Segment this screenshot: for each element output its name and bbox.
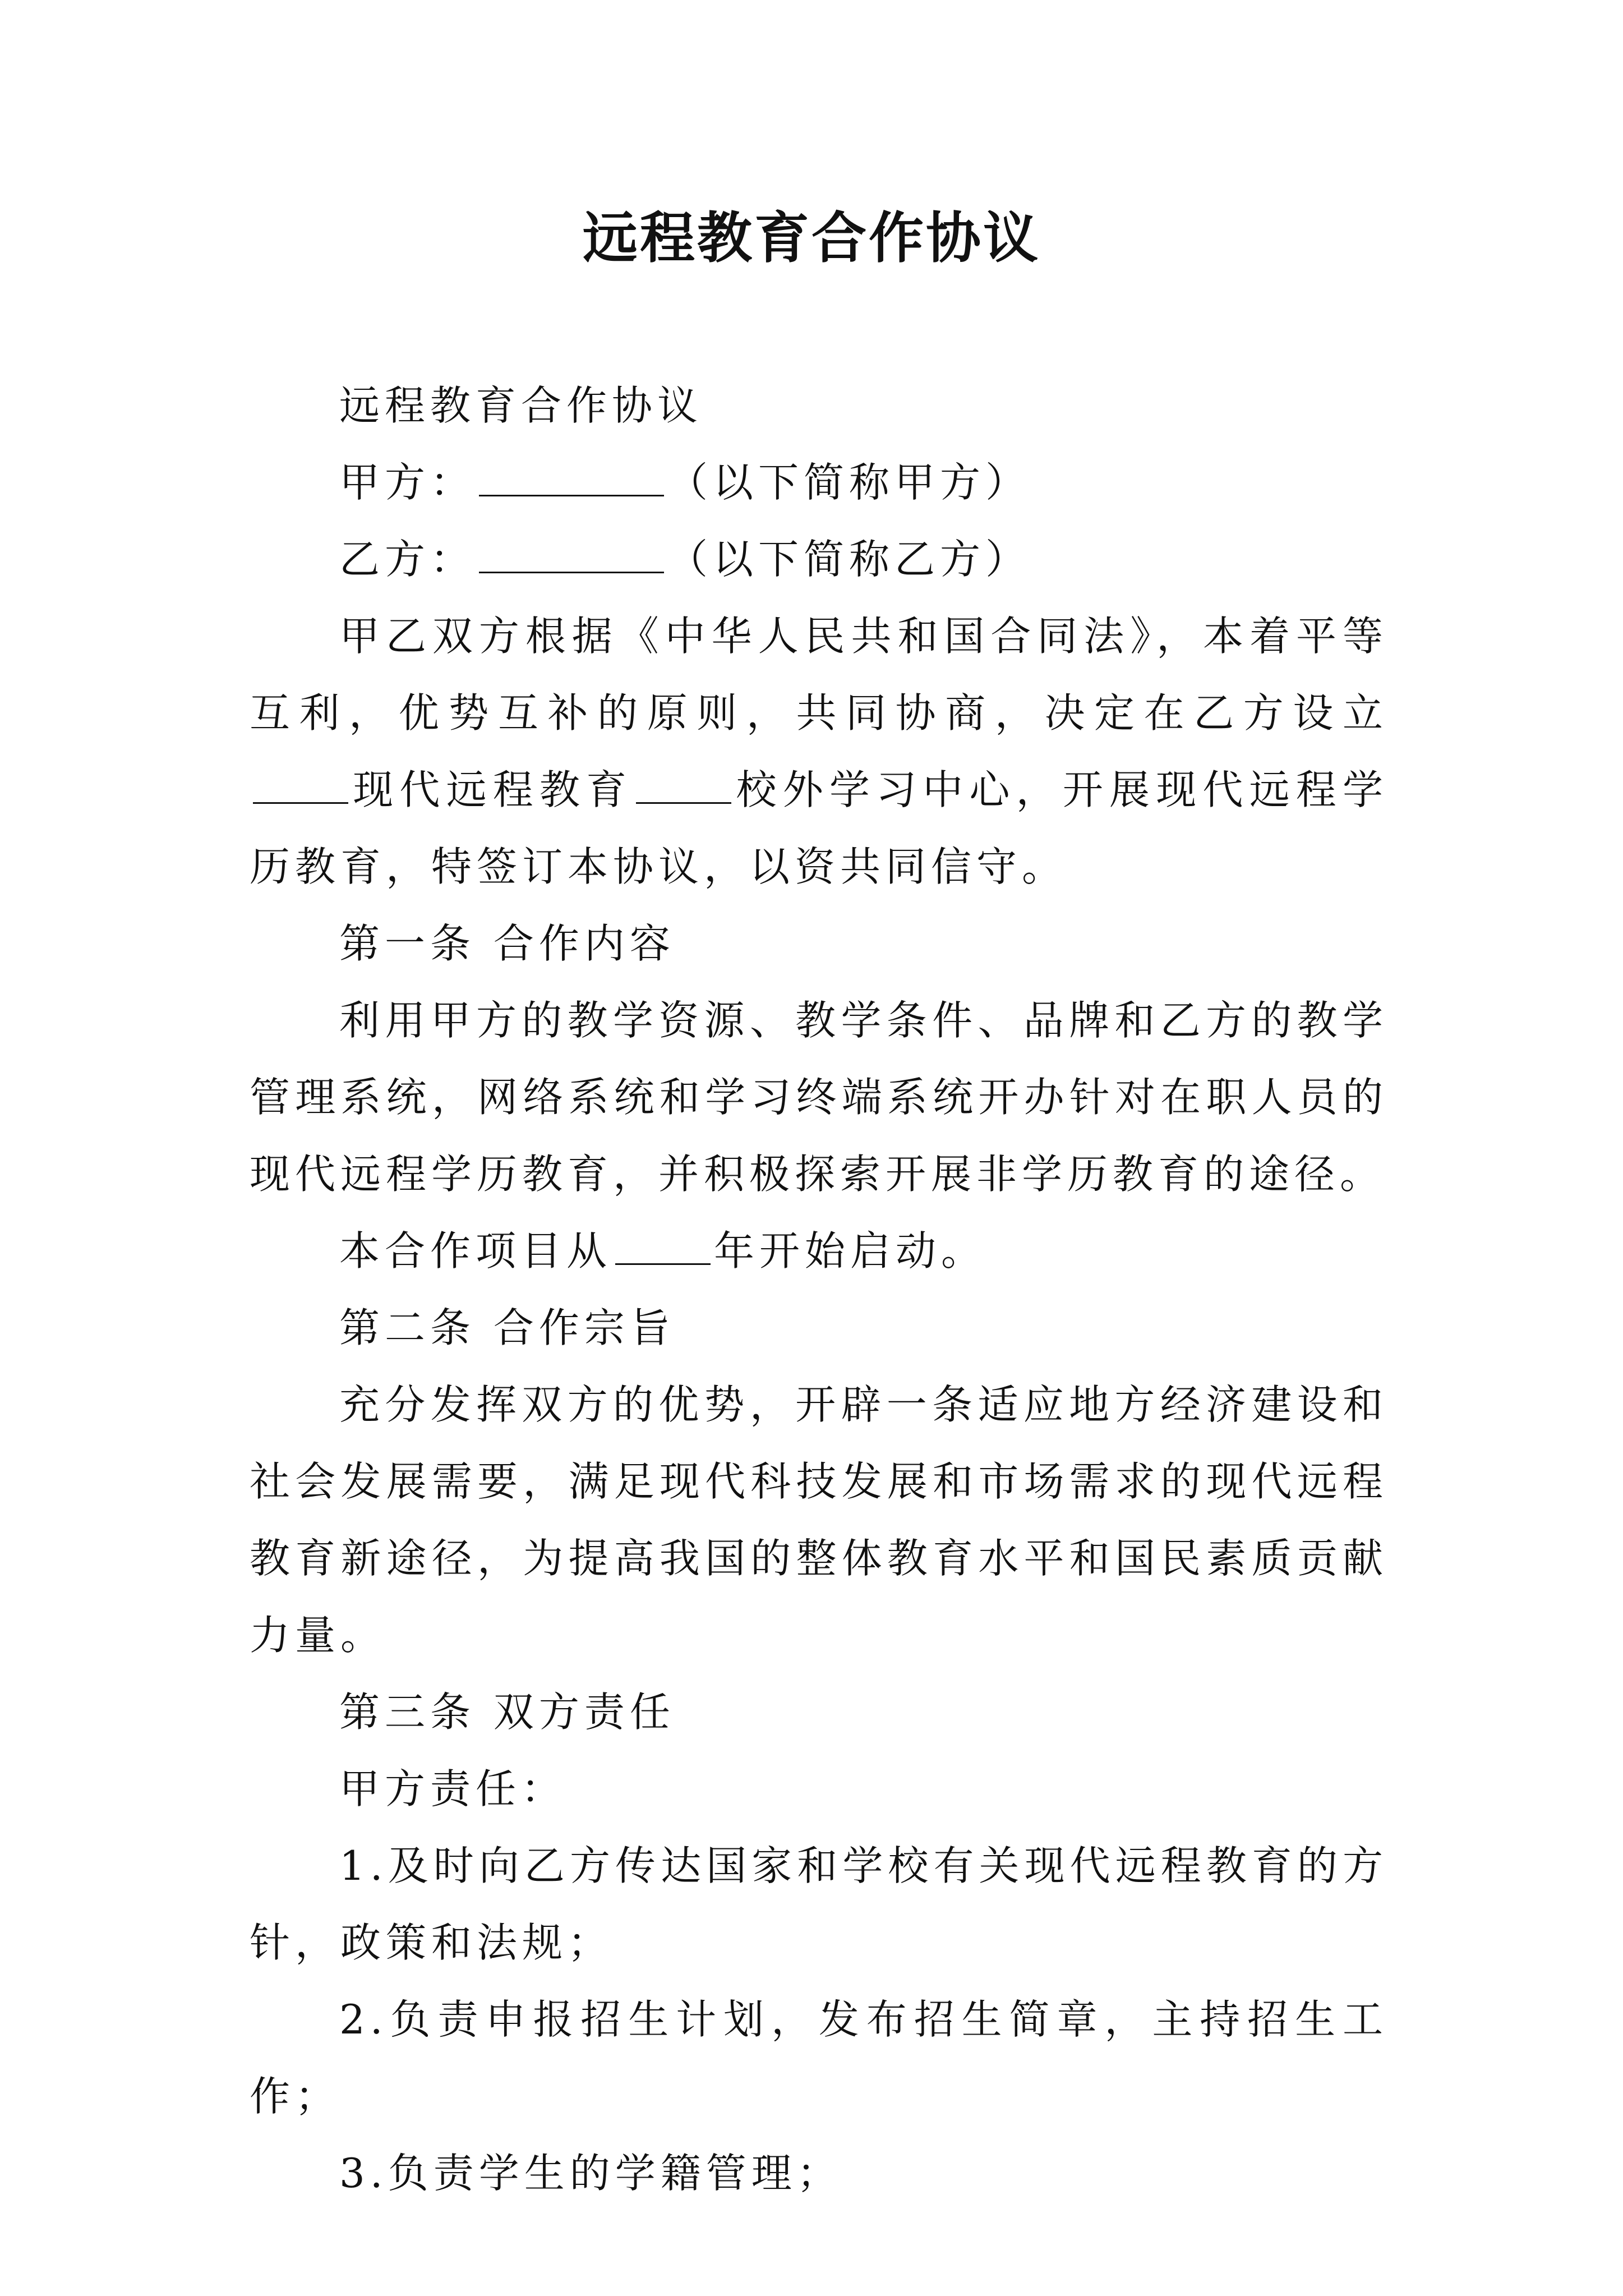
- document-title: 远程教育合作协议: [582, 206, 1040, 270]
- article-2-text: 充分发挥双方的优势，开辟一条适应地方经济建设和社会发展需要，满足现代科技发展和市场需求的现代远程教育新途径，为提高我国的整体教育水平和国民素质贡献力量。: [250, 1381, 1388, 1659]
- party-a-duties-heading: 甲方责任：: [339, 1765, 567, 1812]
- preamble-part-1: 甲乙双方根据《中华人民共和国合同法》，本着平等互利，优势互补的原则，共同协商，决定在乙方设立: [250, 613, 1388, 737]
- article-1-heading: 第一条 合作内容: [339, 920, 675, 967]
- party-a-blank: [479, 452, 664, 496]
- party-a-label: 甲方：: [339, 459, 476, 506]
- preamble-blank-2: [636, 760, 731, 804]
- party-a-line: [250, 444, 1388, 521]
- preamble-blank-1: [253, 760, 348, 804]
- preamble-part-3: 校外学习中心，开展现代远程学历教育，特签订本协议，以资共同信守。: [250, 766, 1388, 890]
- duty-item-2: 2.负责申报招生计划，发布招生简章，主持招生工作；: [250, 1996, 1388, 2120]
- party-b-suffix: （以下简称乙方）: [667, 536, 1031, 583]
- duty-item-1: 1.及时向乙方传达国家和学校有关现代远程教育的方针，政策和法规；: [250, 1842, 1388, 1966]
- start-part-2: 年开始启动。: [714, 1227, 987, 1274]
- start-part-1: 本合作项目从: [339, 1227, 612, 1274]
- document-body: [250, 367, 1388, 2212]
- start-year-blank: [615, 1221, 711, 1265]
- start-year-line: [250, 1213, 1388, 1290]
- article-3-heading: 第三条 双方责任: [339, 1688, 675, 1736]
- preamble-paragraph: [250, 598, 1388, 905]
- article-2-heading: 第二条 合作宗旨: [339, 1304, 675, 1351]
- party-a-suffix: （以下简称甲方）: [667, 459, 1031, 506]
- duty-item-3: 3.负责学生的学籍管理；: [339, 2150, 842, 2197]
- subtitle: 远程教育合作协议: [339, 382, 703, 429]
- preamble-part-2: 现代远程教育: [352, 766, 633, 813]
- party-b-blank: [479, 529, 664, 573]
- party-b-line: [250, 521, 1388, 598]
- article-1-text: 利用甲方的教学资源、教学条件、品牌和乙方的教学管理系统，网络系统和学习终端系统开办针对在职人员的现代远程学历教育，并积极探索开展非学历教育的途径。: [250, 997, 1388, 1198]
- party-b-label: 乙方：: [339, 536, 476, 583]
